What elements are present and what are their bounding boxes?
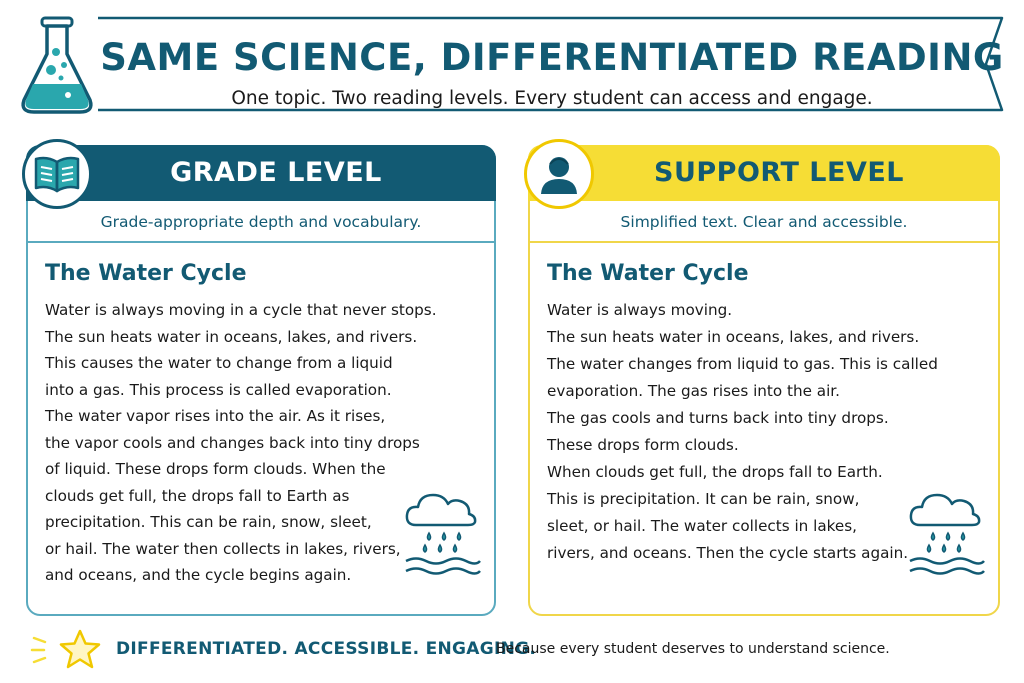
reading-text (547, 297, 938, 567)
text-line: When clouds get full, the drops fall to Earth. (547, 463, 883, 481)
text-line: Water is always moving. (547, 301, 733, 319)
text-line: and oceans, and the cycle begins again. (45, 566, 352, 584)
text-line: the vapor cools and changes back into tiny drops (45, 433, 420, 452)
text-line: The water changes from liquid to gas. This is called (547, 355, 938, 373)
panel-tagline: Simplified text. Clear and accessible. (530, 201, 998, 243)
page-title: SAME SCIENCE, DIFFERENTIATED READING (100, 36, 1004, 79)
flask-icon (18, 12, 96, 120)
footer-note: Because every student deserves to understand science. (496, 641, 890, 657)
text-line: or hail. The water then collects in lakes, rivers, (45, 539, 401, 558)
title-banner (96, 14, 1008, 114)
panel-title: SUPPORT LEVEL (654, 157, 904, 188)
text-line: of liquid. These drops form clouds. When the (45, 460, 386, 478)
reading-heading: The Water Cycle (45, 261, 247, 286)
footer-banner (30, 628, 1000, 672)
student-icon (524, 139, 594, 209)
text-line: sleet, or hail. The water collects in lakes, (547, 517, 858, 535)
panel-header (528, 145, 1000, 201)
star-icon (30, 628, 110, 672)
text-line: rivers, and oceans. Then the cycle starts again. (547, 544, 909, 562)
footer-headline: DIFFERENTIATED. ACCESSIBLE. ENGAGING. (116, 639, 537, 659)
text-line: Water is always moving in a cycle that never stops. (45, 301, 437, 319)
text-line: precipitation. This can be rain, snow, sleet, (45, 513, 372, 531)
panel-tagline: Grade-appropriate depth and vocabulary. (28, 201, 494, 243)
text-line: The sun heats water in oceans, lakes, and rivers. (547, 328, 920, 346)
text-line: into a gas. This process is called evaporation. (45, 380, 392, 399)
text-line: The sun heats water in oceans, lakes, and rivers. (45, 327, 418, 346)
panel-header (26, 145, 496, 201)
book-icon (22, 139, 92, 209)
text-line: The water vapor rises into the air. As it rises, (45, 407, 386, 425)
page-subtitle: One topic. Two reading levels. Every student can access and engage. (231, 88, 873, 109)
reading-text (45, 297, 437, 589)
text-line: clouds get full, the drops fall to Earth as (45, 486, 350, 505)
rain-cloud-icon (906, 477, 986, 577)
text-line: evaporation. The gas rises into the air. (547, 382, 840, 400)
rain-cloud-icon (402, 477, 482, 577)
text-line: These drops form clouds. (547, 436, 739, 454)
panel-title: GRADE LEVEL (170, 157, 382, 188)
grade-level-panel (26, 145, 496, 616)
text-line: The gas cools and turns back into tiny drops. (547, 409, 889, 427)
support-level-panel (528, 145, 1000, 616)
text-line: This is precipitation. It can be rain, snow, (547, 490, 860, 508)
text-line: This causes the water to change from a liquid (45, 354, 393, 372)
reading-heading: The Water Cycle (547, 261, 749, 286)
